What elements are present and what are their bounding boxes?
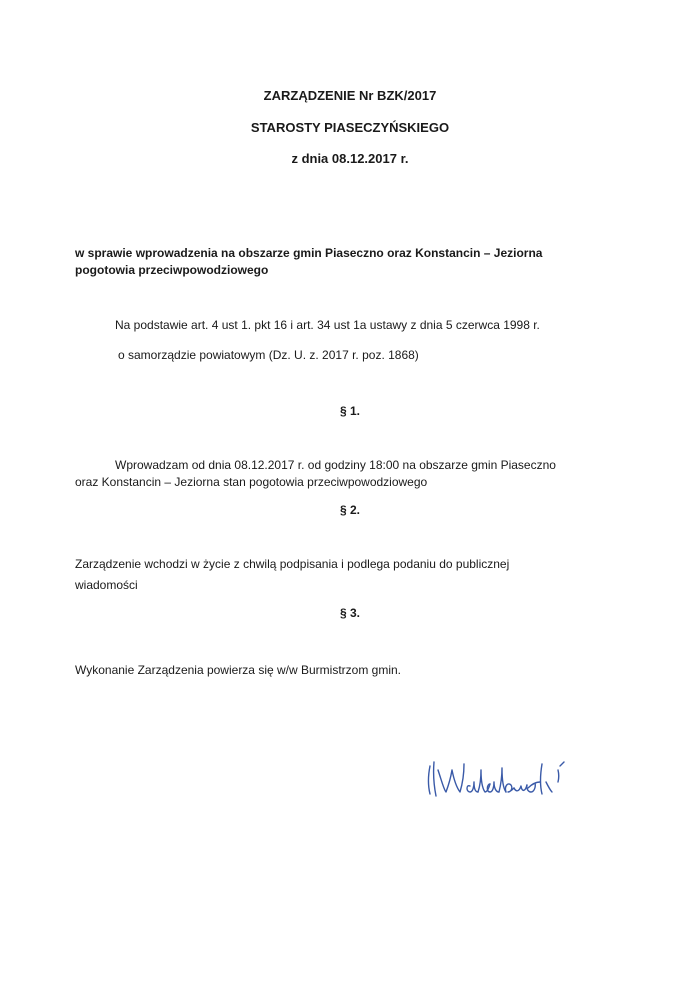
section-3-mark: § 3.: [339, 606, 360, 620]
legal-basis-line-2: o samorządzie powiatowym (Dz. U. z. 2017 r. poz. 1868): [118, 348, 419, 362]
section-2-line-1: Zarządzenie wchodzi w życie z chwilą podpisania i podlega podaniu do publicznej: [75, 557, 510, 571]
document-title: ZARZĄDZENIE Nr BZK/2017: [263, 88, 437, 103]
subject-line-2: pogotowia przeciwpowodziowego: [75, 263, 269, 277]
section-1-line-1: Wprowadzam od dnia 08.12.2017 r. od godziny 18:00 na obszarze gmin Piaseczno: [115, 458, 556, 472]
section-1-line-2: oraz Konstancin – Jeziorna stan pogotowia przeciwpowodziowego: [75, 475, 428, 489]
section-2-mark: § 2.: [339, 503, 360, 517]
section-2-line-2: wiadomości: [75, 578, 138, 592]
issue-date: z dnia 08.12.2017 r.: [291, 151, 409, 166]
issuer-title: STAROSTY PIASECZYŃSKIEGO: [250, 120, 450, 135]
handwritten-signature: [424, 752, 584, 806]
section-1-mark: § 1.: [339, 404, 360, 418]
section-3-line-1: Wykonanie Zarządzenia powierza się w/w Burmistrzom gmin.: [75, 663, 402, 677]
subject-line-1: w sprawie wprowadzenia na obszarze gmin Piaseczno oraz Konstancin – Jeziorna: [75, 246, 543, 260]
signature-icon: [424, 752, 584, 806]
legal-basis-line-1: Na podstawie art. 4 ust 1. pkt 16 i art. 34 ust 1a ustawy z dnia 5 czerwca 1998 r.: [115, 318, 540, 332]
